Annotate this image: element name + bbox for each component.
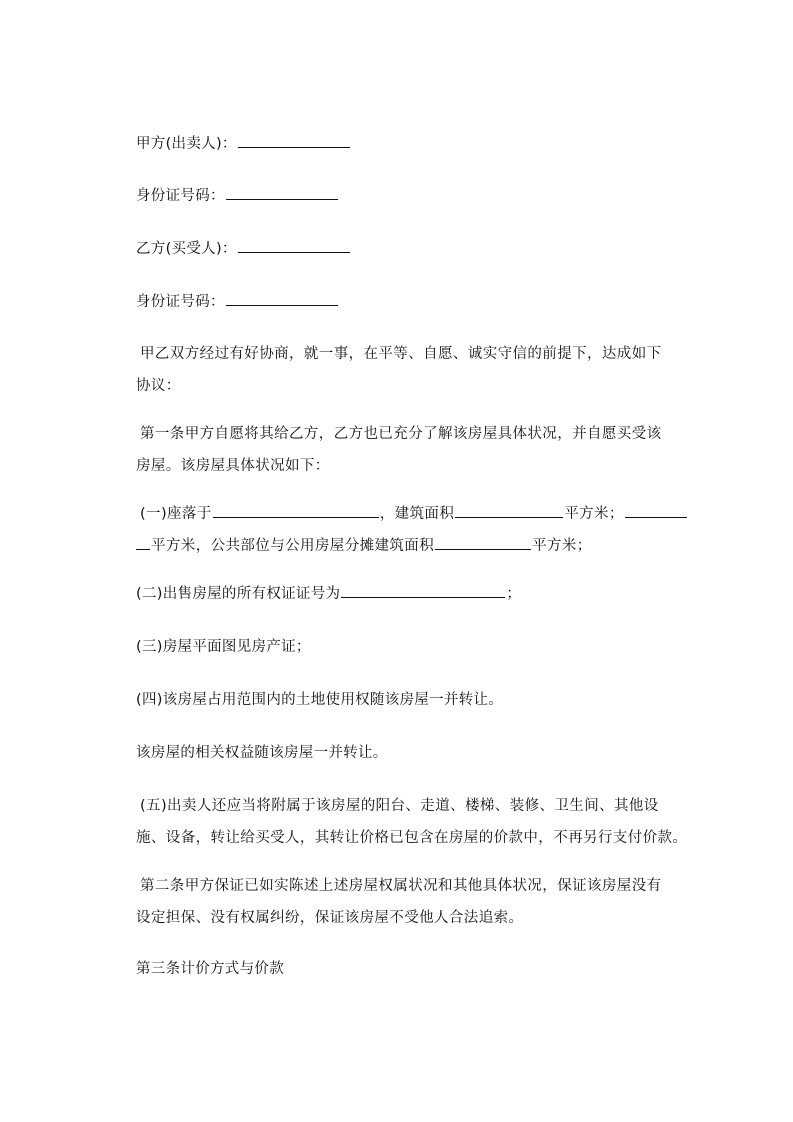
item-2-label: (二)出售房屋的所有权证证号为 xyxy=(136,586,341,602)
article-1-paragraph xyxy=(136,418,702,482)
item-1-area-label: ，建筑面积 xyxy=(379,506,455,522)
buyer-label: 乙方(买受人)： xyxy=(136,241,237,257)
item-2-end: ； xyxy=(506,586,522,602)
seller-id-line xyxy=(136,185,339,206)
item-3-line xyxy=(136,637,311,657)
article-2-line-1: 第二条甲方保证已如实陈述上述房屋权属状况和其他具体状况，保证该房屋没有 xyxy=(140,878,662,894)
article-2-line-2: 设定担保、没有权属纠纷，保证该房屋不受他人合法追索。 xyxy=(136,910,524,926)
seller-label: 甲方(出卖人)： xyxy=(136,136,237,152)
item-5-paragraph xyxy=(136,790,702,854)
rights-line xyxy=(136,743,388,763)
item-2-line xyxy=(136,583,521,604)
item-1-paragraph xyxy=(136,498,702,562)
item-1-shared-label: 平方米，公共部位与公用房屋分摊建筑面积 xyxy=(151,538,435,554)
location-blank[interactable] xyxy=(213,503,379,518)
item-1-line-1 xyxy=(136,498,702,530)
seller-name-blank[interactable] xyxy=(238,133,350,148)
item-1-unit-label: 平方米； xyxy=(564,506,624,522)
certificate-number-blank[interactable] xyxy=(341,583,505,598)
intro-line-1: 甲乙双方经过有好协商，就一事，在平等、自愿、诚实守信的前提下，达成如下 xyxy=(140,346,662,362)
shared-area-blank[interactable] xyxy=(435,535,531,550)
item-4-line xyxy=(136,690,503,710)
inner-area-blank-end[interactable] xyxy=(136,535,150,550)
seller-line xyxy=(136,133,351,154)
intro-line-2: 协议： xyxy=(136,378,181,394)
rights-text: 该房屋的相关权益随该房屋一并转让。 xyxy=(136,745,388,761)
seller-id-label: 身份证号码： xyxy=(136,188,225,204)
buyer-line xyxy=(136,238,351,259)
buyer-id-label: 身份证号码： xyxy=(136,294,225,310)
article-1-line-2: 房屋。该房屋具体状况如下： xyxy=(136,458,330,474)
item-1-shared-unit: 平方米； xyxy=(532,538,592,554)
item-5-line-2: 施、设备，转让给买受人，其转让价格已包含在房屋的价款中，不再另行支付价款。 xyxy=(136,830,688,846)
item-1-line-2 xyxy=(136,530,702,562)
building-area-blank[interactable] xyxy=(455,503,563,518)
article-2-paragraph xyxy=(136,870,702,934)
article-1-line-1: 第一条甲方自愿将其给乙方，乙方也已充分了解该房屋具体状况，并自愿买受该 xyxy=(140,426,662,442)
seller-id-blank[interactable] xyxy=(226,185,338,200)
intro-paragraph xyxy=(136,338,702,402)
inner-area-blank-start[interactable] xyxy=(625,503,687,518)
item-3-text: (三)房屋平面图见房产证； xyxy=(136,639,311,655)
article-3-heading: 第三条计价方式与价款 xyxy=(136,961,284,977)
buyer-id-line xyxy=(136,291,339,312)
item-1-location-label: (一)座落于 xyxy=(140,506,212,522)
buyer-id-blank[interactable] xyxy=(226,291,338,306)
article-3-line xyxy=(136,959,284,979)
item-5-line-1: (五)出卖人还应当将附属于该房屋的阳台、走道、楼梯、装修、卫生间、其他设 xyxy=(140,798,659,814)
buyer-name-blank[interactable] xyxy=(238,238,350,253)
item-4-text: (四)该房屋占用范围内的土地使用权随该房屋一并转让。 xyxy=(136,692,504,708)
